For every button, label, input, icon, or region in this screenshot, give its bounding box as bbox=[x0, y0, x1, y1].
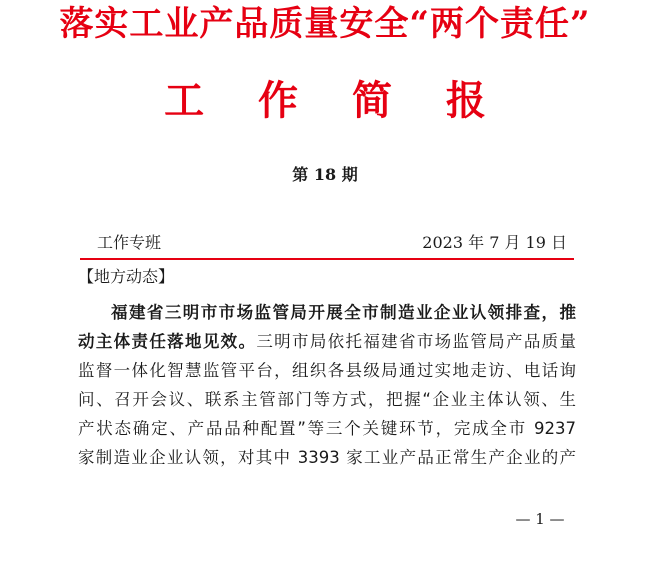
page-number: — 1 — bbox=[515, 510, 565, 528]
article-line bbox=[78, 298, 576, 327]
article-body bbox=[78, 298, 576, 472]
article-line: 监督一体化智慧监管平台，组织各县级局通过实地走访、电话询 bbox=[78, 361, 576, 380]
header-divider bbox=[80, 258, 574, 260]
article-line: 问、召开会议、联系主管部门等方式，把握“企业主体认领、生 bbox=[78, 390, 576, 409]
article-lead: 福建省三明市市场监管局开展全市制造业企业认领排查，推 bbox=[111, 303, 576, 322]
article-line bbox=[78, 327, 576, 356]
article-lead-end: 动主体责任落地见效。 bbox=[78, 332, 257, 351]
publish-date: 2023 年 7 月 19 日 bbox=[422, 233, 567, 252]
report-series-title: 落实工业产品质量安全“两个责任” bbox=[59, 4, 591, 44]
article-line: 产状态确定、产品品种配置”等三个关键环节，完成全市 9237 bbox=[78, 419, 576, 438]
section-heading: 【地方动态】 bbox=[78, 267, 175, 286]
report-title: 工 作 简 报 bbox=[164, 77, 506, 124]
article-line: 家制造业企业认领，对其中 3393 家工业产品正常生产企业的产 bbox=[78, 448, 576, 467]
article-text: 三明市局依托福建省市场监管局产品质量 bbox=[256, 332, 577, 351]
meta-row bbox=[97, 232, 567, 256]
column-name: 工作专班 bbox=[97, 233, 162, 252]
issue-number: 第 18 期 bbox=[292, 165, 358, 184]
